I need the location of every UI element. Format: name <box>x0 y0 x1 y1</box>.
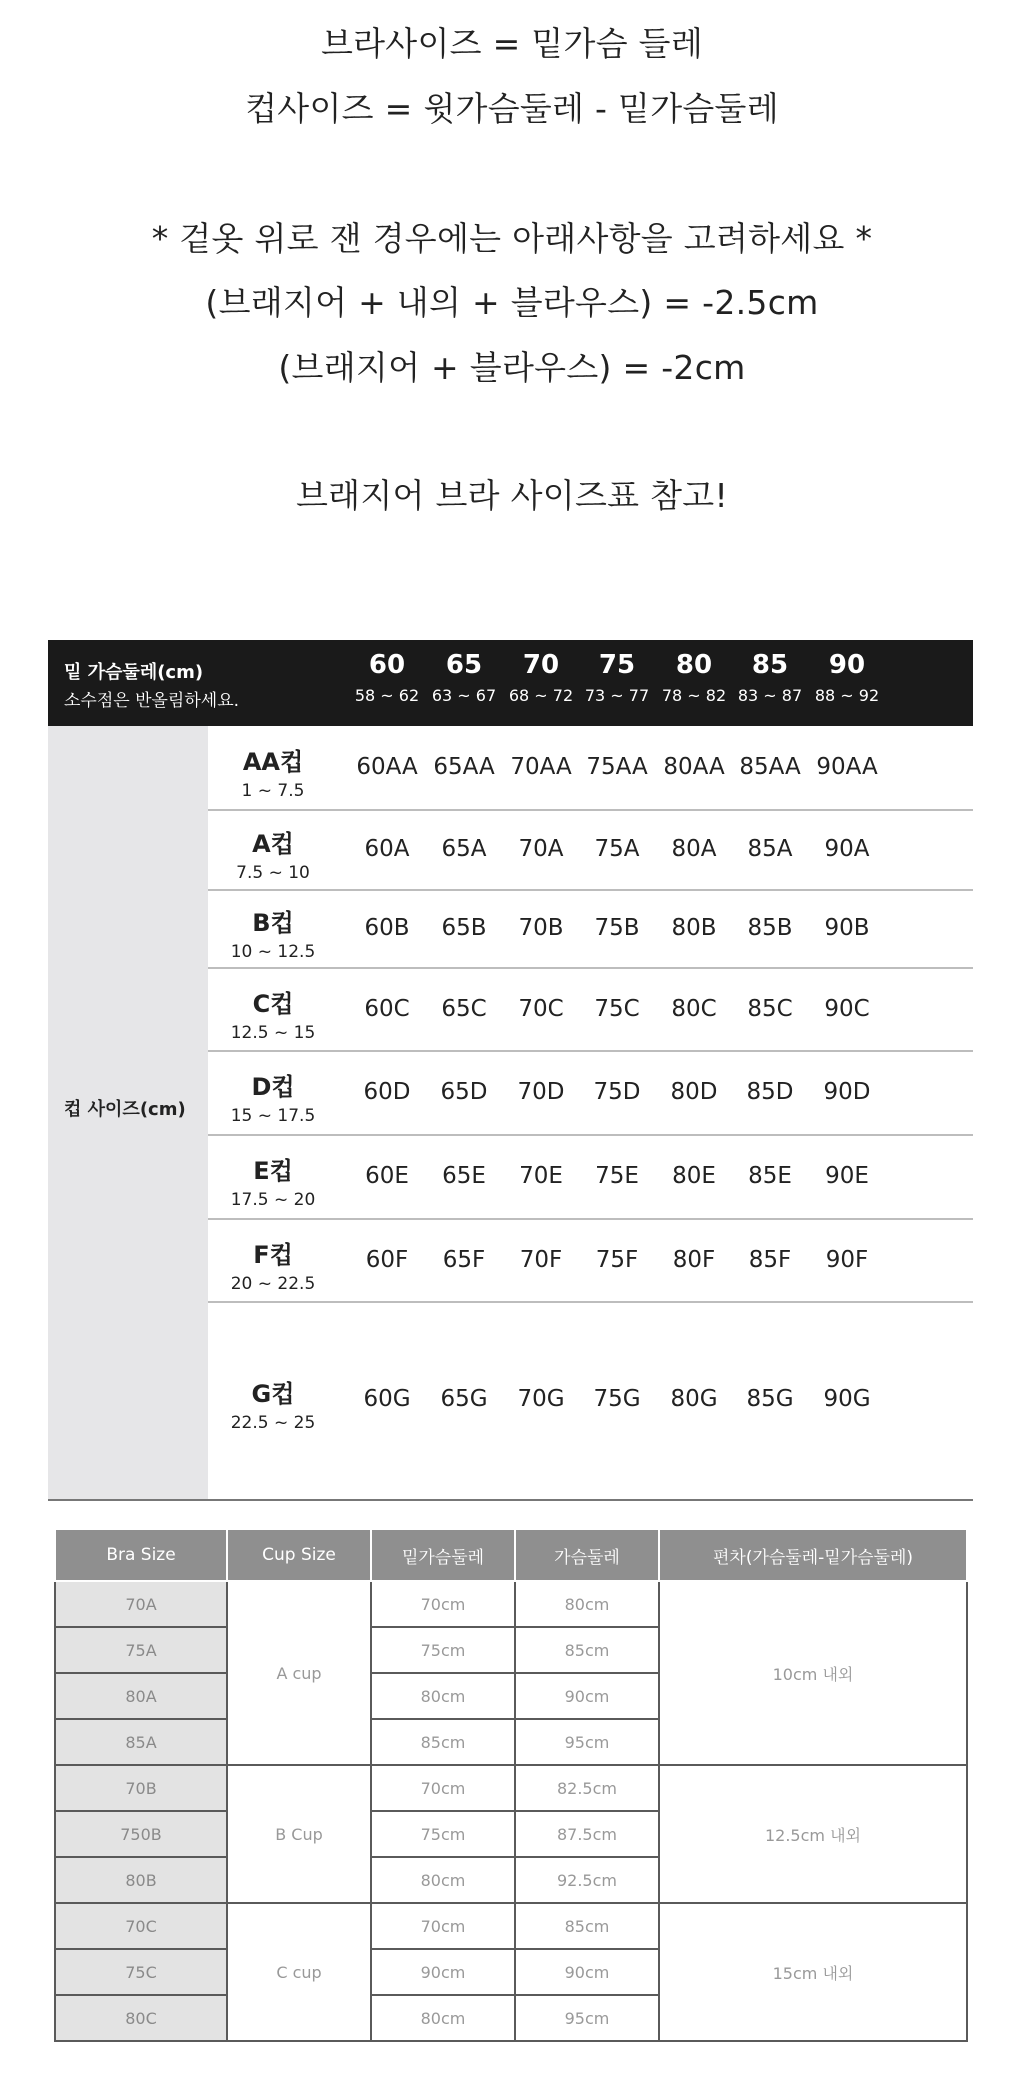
size-cell: 60A <box>364 836 410 862</box>
cup-row <box>208 811 973 891</box>
size-cell: 80A <box>671 836 717 862</box>
cup-name: F컵 <box>253 1240 293 1269</box>
size-cell: 75D <box>593 1079 641 1105</box>
bust-cell: 85cm <box>515 1903 659 1949</box>
size-cell: 65A <box>441 836 487 862</box>
size-cell: 85C <box>747 995 793 1022</box>
size-cell: 80C <box>671 995 717 1022</box>
difference-cell: 10cm 내외 <box>659 1581 967 1765</box>
cup-row <box>208 1052 973 1136</box>
bra-size-detail-table <box>54 1528 966 2042</box>
size-cell: 90G <box>823 1386 871 1412</box>
size-cell: 65F <box>442 1246 486 1273</box>
bust-cell: 80cm <box>515 1581 659 1627</box>
size-cell: 80E <box>672 1163 716 1189</box>
size-cell: 70C <box>518 995 564 1022</box>
size-cell: 85E <box>748 1163 792 1189</box>
cup-label-cell <box>208 1067 338 1126</box>
bra-size-cell: 80B <box>55 1857 227 1903</box>
cup-name: C컵 <box>252 989 294 1018</box>
band-value: 75 <box>598 650 636 680</box>
size-cell: 70A <box>518 836 564 862</box>
band-range: 88 ~ 92 <box>814 686 880 705</box>
underbust-cell: 70cm <box>371 1581 515 1627</box>
underbust-cell: 75cm <box>371 1811 515 1857</box>
bra-size-cell: 80A <box>55 1673 227 1719</box>
size-cell: 70F <box>519 1246 563 1273</box>
size-cell: 75C <box>594 995 640 1022</box>
underbust-cell: 85cm <box>371 1719 515 1765</box>
detail-table-row <box>55 1581 967 1627</box>
size-cell: 70B <box>518 915 564 941</box>
cup-range: 10 ~ 12.5 <box>230 942 316 962</box>
size-cell: 90C <box>824 995 870 1022</box>
size-cell: 65C <box>441 995 487 1022</box>
size-cell: 90B <box>824 915 870 941</box>
cup-name: A컵 <box>252 830 294 858</box>
size-cell: 60B <box>364 915 410 941</box>
size-cell: 60G <box>363 1386 411 1412</box>
cup-range: 20 ~ 22.5 <box>230 1273 316 1294</box>
difference-cell: 15cm 내외 <box>659 1903 967 2041</box>
cup-name: B컵 <box>252 909 294 937</box>
size-cell: 65G <box>440 1386 488 1412</box>
intro-line-bra-size: 브라사이즈 = 밑가슴 들레 <box>320 24 704 63</box>
band-range: 63 ~ 67 <box>431 686 497 705</box>
size-cell: 85B <box>747 915 793 941</box>
size-cell: 70D <box>517 1079 565 1105</box>
bra-size-cell: 750B <box>55 1811 227 1857</box>
cup-name: AA컵 <box>242 747 304 776</box>
size-matrix-body <box>48 726 973 1499</box>
band-value: 80 <box>675 650 713 680</box>
underbust-cell: 70cm <box>371 1903 515 1949</box>
band-value: 85 <box>751 650 789 680</box>
size-cell: 60C <box>364 995 410 1022</box>
bra-size-cell: 70A <box>55 1581 227 1627</box>
bra-size-cell: 75A <box>55 1627 227 1673</box>
size-cell: 70G <box>517 1386 565 1412</box>
detail-table-header-row <box>55 1529 967 1581</box>
size-cell: 85D <box>746 1079 794 1105</box>
size-cell: 75E <box>595 1163 639 1189</box>
size-cell: 75F <box>595 1246 639 1273</box>
rounding-note: 소수점은 반올림하세요. <box>64 691 240 711</box>
size-cell: 90F <box>825 1246 869 1273</box>
size-cell: 85G <box>746 1386 794 1412</box>
size-cell: 60F <box>365 1246 409 1273</box>
underbust-cell: 70cm <box>371 1765 515 1811</box>
cup-label-cell <box>208 903 338 962</box>
cup-row <box>208 1220 973 1303</box>
cup-name: E컵 <box>253 1157 293 1185</box>
size-cell: 85AA <box>739 753 801 780</box>
size-cell: 90A <box>824 836 870 862</box>
cup-label-cell <box>208 1374 338 1433</box>
cup-label-cell <box>208 984 338 1043</box>
underbust-label: 밑 가슴둘레(cm) <box>64 662 204 683</box>
intro-line-adjust-1: (브래지어 + 내의 + 블라우스) = -2.5cm <box>205 283 819 322</box>
bust-cell: 92.5cm <box>515 1857 659 1903</box>
size-cell: 90D <box>823 1079 871 1105</box>
difference-cell: 12.5cm 내외 <box>659 1765 967 1903</box>
size-cell: 85A <box>747 836 793 862</box>
size-cell: 85F <box>748 1246 792 1273</box>
detail-table-row <box>55 1903 967 1949</box>
band-range: 73 ~ 77 <box>584 686 650 705</box>
detail-column-header: 편차(가슴둘레-밑가슴둘레) <box>659 1529 967 1581</box>
intro-line-note: * 겉옷 위로 잰 경우에는 아래사항을 고려하세요 * <box>151 219 873 258</box>
bust-cell: 90cm <box>515 1673 659 1719</box>
size-cell: 90E <box>825 1163 869 1189</box>
cup-name: D컵 <box>251 1073 295 1101</box>
size-cell: 65AA <box>433 753 495 780</box>
cup-row <box>208 1303 973 1497</box>
size-cell: 90AA <box>816 753 878 780</box>
cup-label-cell <box>208 742 338 801</box>
underbust-cell: 90cm <box>371 1949 515 1995</box>
bust-cell: 90cm <box>515 1949 659 1995</box>
size-cell: 65D <box>440 1079 488 1105</box>
band-range: 78 ~ 82 <box>661 686 727 705</box>
size-cell: 70E <box>519 1163 563 1189</box>
detail-column-header: 가슴둘레 <box>515 1529 659 1581</box>
cup-name: G컵 <box>251 1380 295 1408</box>
size-cell: 80B <box>671 915 717 941</box>
intro-line-adjust-2: (브래지어 + 블라우스) = -2cm <box>278 348 746 387</box>
size-matrix-header <box>48 640 973 726</box>
cup-range: 7.5 ~ 10 <box>236 863 310 883</box>
bra-size-cell: 70B <box>55 1765 227 1811</box>
size-cell: 75A <box>594 836 640 862</box>
bust-cell: 87.5cm <box>515 1811 659 1857</box>
cup-range: 12.5 ~ 15 <box>230 1022 316 1043</box>
band-column-header <box>802 650 892 705</box>
underbust-cell: 80cm <box>371 1673 515 1719</box>
bust-cell: 85cm <box>515 1627 659 1673</box>
bra-size-cell: 85A <box>55 1719 227 1765</box>
cup-range: 22.5 ~ 25 <box>230 1413 316 1433</box>
bra-size-cell: 80C <box>55 1995 227 2041</box>
size-cell: 75AA <box>586 753 648 780</box>
size-cell: 80F <box>672 1246 716 1273</box>
size-cell: 75G <box>593 1386 641 1412</box>
size-cell: 80G <box>670 1386 718 1412</box>
size-cell: 75B <box>594 915 640 941</box>
cup-row <box>208 1136 973 1220</box>
band-value: 70 <box>522 650 560 680</box>
size-cell: 60D <box>363 1079 411 1105</box>
size-cell: 65B <box>441 915 487 941</box>
cup-range: 1 ~ 7.5 <box>241 780 305 801</box>
band-value: 60 <box>368 650 406 680</box>
cup-row <box>208 969 973 1052</box>
detail-column-header: 밑가슴둘레 <box>371 1529 515 1581</box>
cup-row <box>208 726 973 811</box>
size-cell: 80AA <box>663 753 725 780</box>
size-cell: 65E <box>442 1163 486 1189</box>
bust-cell: 95cm <box>515 1719 659 1765</box>
cup-label-cell <box>208 1151 338 1210</box>
underbust-cell: 80cm <box>371 1857 515 1903</box>
cup-label-cell <box>208 824 338 883</box>
table-bottom-rule <box>48 1499 973 1501</box>
cup-range: 15 ~ 17.5 <box>230 1106 316 1126</box>
cup-size-cell: C cup <box>227 1903 371 2041</box>
detail-column-header: Bra Size <box>55 1529 227 1581</box>
detail-table-row <box>55 1765 967 1811</box>
cup-size-side-column <box>48 726 208 1499</box>
underbust-cell: 80cm <box>371 1995 515 2041</box>
detail-column-header: Cup Size <box>227 1529 371 1581</box>
band-value: 90 <box>828 650 866 680</box>
bra-size-cell: 70C <box>55 1903 227 1949</box>
bust-cell: 82.5cm <box>515 1765 659 1811</box>
underbust-cell: 75cm <box>371 1627 515 1673</box>
size-matrix-table <box>48 640 973 1499</box>
bust-cell: 95cm <box>515 1995 659 2041</box>
size-cell: 80D <box>670 1079 718 1105</box>
band-range: 58 ~ 62 <box>354 686 420 705</box>
size-cell: 70AA <box>510 753 572 780</box>
cup-row <box>208 891 973 969</box>
intro-line-cup-size: 컵사이즈 = 윗가슴둘레 - 밑가슴둘레 <box>245 89 779 128</box>
cup-size-cell: A cup <box>227 1581 371 1765</box>
size-cell: 60AA <box>356 753 418 780</box>
band-range: 68 ~ 72 <box>508 686 574 705</box>
cup-range: 17.5 ~ 20 <box>230 1190 316 1210</box>
cup-size-cell: B Cup <box>227 1765 371 1903</box>
cup-size-label: 컵 사이즈(cm) <box>64 1099 186 1120</box>
bra-size-cell: 75C <box>55 1949 227 1995</box>
band-range: 83 ~ 87 <box>737 686 803 705</box>
cup-label-cell <box>208 1235 338 1294</box>
band-value: 65 <box>445 650 483 680</box>
size-cell: 60E <box>365 1163 409 1189</box>
intro-line-reference: 브래지어 브라 사이즈표 참고! <box>295 476 729 515</box>
